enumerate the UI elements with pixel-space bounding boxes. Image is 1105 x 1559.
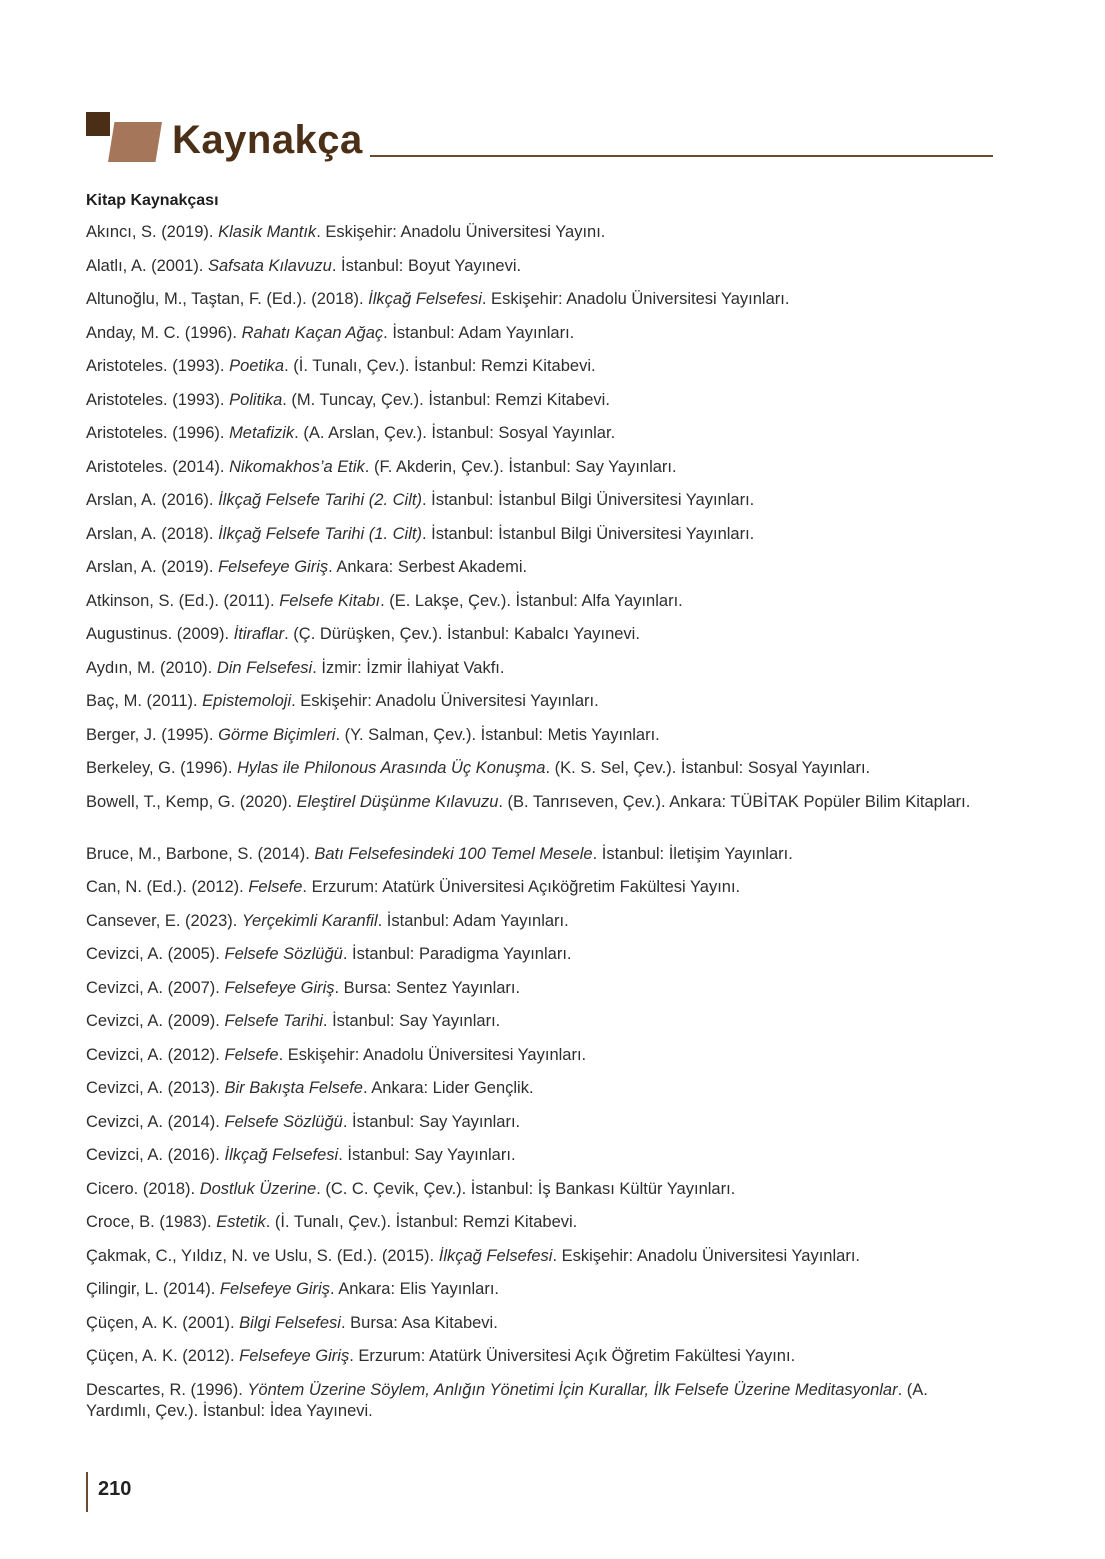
reference-authors: Bowell, T., Kemp, G. (2020). — [86, 792, 297, 811]
reference-publisher: . Eskişehir: Anadolu Üniversitesi Yayını. — [316, 223, 606, 241]
reference-publisher: . Eskişehir: Anadolu Üniversitesi Yayınları. — [552, 1246, 860, 1265]
reference-title: İtiraflar — [233, 625, 285, 643]
reference-title: Felsefeye Giriş — [219, 1280, 330, 1298]
reference-item — [86, 1011, 996, 1032]
reference-title: İlkçağ Felsefesi — [368, 290, 482, 308]
reference-title: Hylas ile Philonous Arasında Üç Konuşma — [237, 759, 546, 777]
reference-title: Felsefe — [248, 878, 303, 896]
logo-dark-square — [86, 112, 110, 136]
reference-title: Felsefe Tarihi — [224, 1012, 323, 1030]
reference-item — [86, 1246, 996, 1267]
reference-title: Felsefeye Giriş — [224, 978, 335, 997]
reference-item — [86, 758, 996, 779]
reference-item — [86, 457, 996, 478]
reference-authors: Can, N. (Ed.). (2012). — [86, 878, 249, 896]
reference-publisher: . (C. C. Çevik, Çev.). İstanbul: İş Bankası Kültür Yayınları. — [316, 1179, 736, 1198]
reference-publisher: . Bursa: Asa Kitabevi. — [340, 1313, 498, 1332]
reference-title: Eleştirel Düşünme Kılavuzu — [296, 792, 499, 811]
reference-publisher: . İstanbul: İletişim Yayınları. — [592, 844, 793, 863]
reference-authors: Çüçen, A. K. (2001). — [86, 1313, 240, 1332]
reference-authors: Çakmak, C., Yıldız, N. ve Uslu, S. (Ed.). (2015). — [86, 1246, 439, 1265]
page-number-rule — [86, 1472, 88, 1512]
reference-authors: Aristoteles. (1993). — [86, 390, 230, 409]
reference-authors: Cevizci, A. (2007). — [86, 978, 225, 997]
reference-authors: Akıncı, S. (2019). — [86, 223, 219, 241]
reference-authors: Cevizci, A. (2013). — [86, 1079, 225, 1097]
reference-authors: Bruce, M., Barbone, S. (2014). — [86, 844, 315, 863]
reference-item — [86, 1145, 996, 1166]
reference-publisher: . Ankara: Serbest Akademi. — [328, 558, 528, 576]
reference-publisher: . (İ. Tunalı, Çev.). İstanbul: Remzi Kitabevi. — [284, 357, 596, 375]
reference-authors: Aristoteles. (2014). — [86, 457, 230, 476]
reference-publisher: . Ankara: Elis Yayınları. — [329, 1280, 499, 1298]
reference-authors: Çilingir, L. (2014). — [86, 1280, 220, 1298]
reference-title: Safsata Kılavuzu — [207, 256, 332, 275]
reference-item — [86, 877, 996, 898]
reference-publisher: . (E. Lakşe, Çev.). İstanbul: Alfa Yayınları. — [380, 591, 683, 610]
reference-publisher: . İzmir: İzmir İlahiyat Vakfı. — [312, 658, 505, 677]
reference-title: Yerçekimli Karanfil — [241, 911, 378, 930]
reference-item — [86, 1380, 996, 1422]
reference-title: Epistemoloji — [202, 692, 292, 710]
reference-item — [86, 1179, 996, 1200]
reference-authors: Descartes, R. (1996). — [86, 1380, 248, 1399]
reference-item — [86, 1279, 996, 1300]
reference-title: Felsefeye Giriş — [218, 558, 329, 576]
reference-authors: Arslan, A. (2016). — [86, 491, 219, 509]
reference-publisher: . (A. Yardımlı, Çev.). İstanbul: İdea Yayınevi. — [86, 1380, 928, 1420]
reference-publisher: . İstanbul: Say Yayınları. — [338, 1146, 516, 1164]
reference-authors: Arslan, A. (2019). — [86, 558, 219, 576]
reference-authors: Baç, M. (2011). — [86, 692, 203, 710]
reference-item — [86, 792, 996, 834]
reference-item — [86, 256, 996, 277]
reference-item — [86, 911, 996, 932]
reference-authors: Cevizci, A. (2014). — [86, 1112, 225, 1131]
reference-authors: Cicero. (2018). — [86, 1179, 200, 1198]
reference-publisher: . İstanbul: İstanbul Bilgi Üniversitesi Yayınları. — [421, 491, 755, 509]
reference-publisher: . İstanbul: Paradigma Yayınları. — [342, 945, 572, 963]
reference-title: İlkçağ Felsefe Tarihi (1. Cilt) — [218, 524, 422, 543]
reference-authors: Çüçen, A. K. (2012). — [86, 1347, 240, 1365]
reference-title: Yöntem Üzerine Söylem, Anlığın Yönetimi İçin Kurallar, İlk Felsefe Üzerine Meditasyonlar — [247, 1380, 898, 1399]
reference-publisher: . (K. S. Sel, Çev.). İstanbul: Sosyal Yayınları. — [545, 759, 871, 777]
reference-title: İlkçağ Felsefesi — [224, 1146, 339, 1164]
reference-item — [86, 222, 996, 243]
reference-publisher: . İstanbul: Say Yayınları. — [322, 1012, 501, 1030]
reference-item — [86, 944, 996, 965]
reference-authors: Alatlı, A. (2001). — [86, 256, 208, 275]
reference-authors: Atkinson, S. (Ed.). (2011). — [86, 591, 280, 610]
reference-title: Klasik Mantık — [218, 223, 317, 241]
page-title: Kaynakça — [172, 118, 363, 162]
reference-item — [86, 390, 996, 411]
reference-publisher: . (Ç. Dürüşken, Çev.). İstanbul: Kabalcı Yayınevi. — [284, 625, 640, 643]
reference-authors: Berger, J. (1995). — [86, 725, 219, 744]
reference-item — [86, 423, 996, 444]
reference-publisher: . Bursa: Sentez Yayınları. — [334, 978, 521, 997]
reference-authors: Arslan, A. (2018). — [86, 524, 219, 543]
reference-publisher: . (A. Arslan, Çev.). İstanbul: Sosyal Yayınlar. — [294, 424, 616, 442]
reference-authors: Anday, M. C. (1996). — [86, 323, 242, 342]
reference-publisher: . İstanbul: Say Yayınları. — [342, 1112, 521, 1131]
reference-title: Felsefeye Giriş — [239, 1347, 350, 1365]
reference-publisher: . Ankara: Lider Gençlik. — [362, 1079, 534, 1097]
reference-authors: Cansever, E. (2023). — [86, 911, 242, 930]
reference-item — [86, 725, 996, 746]
reference-list — [86, 222, 996, 1432]
page-number: 210 — [98, 1478, 132, 1500]
reference-title: Felsefe Sözlüğü — [224, 945, 343, 963]
reference-item — [86, 1045, 996, 1066]
reference-authors: Cevizci, A. (2009). — [86, 1012, 225, 1030]
reference-title: Görme Biçimleri — [218, 725, 336, 744]
reference-item — [86, 323, 996, 344]
reference-title: İlkçağ Felsefe Tarihi (2. Cilt) — [218, 491, 422, 509]
reference-title: Bilgi Felsefesi — [239, 1313, 341, 1332]
reference-title: Dostluk Üzerine — [199, 1179, 317, 1198]
reference-title: Din Felsefesi — [216, 658, 313, 677]
reference-publisher: . Eskişehir: Anadolu Üniversitesi Yayınları. — [291, 692, 599, 710]
reference-publisher: . (Y. Salman, Çev.). İstanbul: Metis Yayınları. — [335, 725, 660, 744]
reference-publisher: . İstanbul: İstanbul Bilgi Üniversitesi Yayınları. — [421, 524, 755, 543]
reference-title: Rahatı Kaçan Ağaç — [241, 323, 384, 342]
reference-title: Felsefe Kitabı — [279, 591, 381, 610]
reference-item — [86, 490, 996, 511]
reference-item — [86, 978, 996, 999]
reference-item — [86, 844, 996, 865]
reference-item — [86, 1346, 996, 1367]
reference-publisher: . İstanbul: Adam Yayınları. — [383, 323, 575, 342]
reference-authors: Croce, B. (1983). — [86, 1213, 217, 1231]
reference-title: Bir Bakışta Felsefe — [224, 1079, 363, 1097]
reference-item — [86, 1078, 996, 1099]
reference-publisher: . Eskişehir: Anadolu Üniversitesi Yayınları. — [481, 290, 790, 308]
reference-item — [86, 356, 996, 377]
reference-publisher: . (M. Tuncay, Çev.). İstanbul: Remzi Kitabevi. — [282, 390, 610, 409]
reference-item — [86, 557, 996, 578]
reference-publisher: . Eskişehir: Anadolu Üniversitesi Yayınları. — [278, 1045, 587, 1064]
reference-authors: Augustinus. (2009). — [86, 625, 234, 643]
reference-title: Estetik — [216, 1213, 266, 1231]
reference-publisher: . (İ. Tunalı, Çev.). İstanbul: Remzi Kitabevi. — [265, 1213, 578, 1231]
reference-title: İlkçağ Felsefesi — [438, 1246, 553, 1265]
reference-authors: Altunoğlu, M., Taştan, F. (Ed.). (2018). — [86, 290, 369, 308]
reference-item — [86, 1313, 996, 1334]
reference-item — [86, 1112, 996, 1133]
reference-authors: Aydın, M. (2010). — [86, 658, 217, 677]
reference-authors: Aristoteles. (1996). — [86, 424, 230, 442]
reference-publisher: . İstanbul: Adam Yayınları. — [377, 911, 569, 930]
reference-authors: Berkeley, G. (1996). — [86, 759, 238, 777]
reference-publisher: . Erzurum: Atatürk Üniversitesi Açık Öğretim Fakültesi Yayını. — [349, 1347, 796, 1365]
reference-item — [86, 691, 996, 712]
logo-light-parallelogram — [108, 122, 162, 162]
reference-title: Batı Felsefesindeki 100 Temel Mesele — [314, 844, 593, 863]
reference-title: Politika — [229, 390, 283, 409]
reference-item — [86, 658, 996, 679]
reference-item — [86, 1212, 996, 1233]
reference-item — [86, 624, 996, 645]
reference-title: Felsefe Sözlüğü — [224, 1112, 343, 1131]
reference-publisher: . (B. Tanrıseven, Çev.). Ankara: TÜBİTAK Popüler Bilim Kitapları. — [498, 792, 971, 811]
reference-authors: Cevizci, A. (2005). — [86, 945, 225, 963]
reference-publisher: . İstanbul: Boyut Yayınevi. — [331, 256, 522, 275]
reference-title: Felsefe — [224, 1045, 279, 1064]
reference-authors: Cevizci, A. (2016). — [86, 1146, 225, 1164]
reference-authors: Aristoteles. (1993). — [86, 357, 230, 375]
section-title: Kitap Kaynakçası — [86, 192, 219, 209]
reference-publisher: . (F. Akderin, Çev.). İstanbul: Say Yayınları. — [364, 457, 677, 476]
reference-title: Metafizik — [229, 424, 295, 442]
reference-item — [86, 524, 996, 545]
title-divider — [370, 155, 993, 157]
reference-title: Poetika — [229, 357, 285, 375]
reference-publisher: . Erzurum: Atatürk Üniversitesi Açıköğretim Fakültesi Yayını. — [302, 878, 741, 896]
reference-item — [86, 289, 996, 310]
reference-item — [86, 591, 996, 612]
reference-authors: Cevizci, A. (2012). — [86, 1045, 225, 1064]
reference-title: Nikomakhos’a Etik — [229, 457, 365, 476]
